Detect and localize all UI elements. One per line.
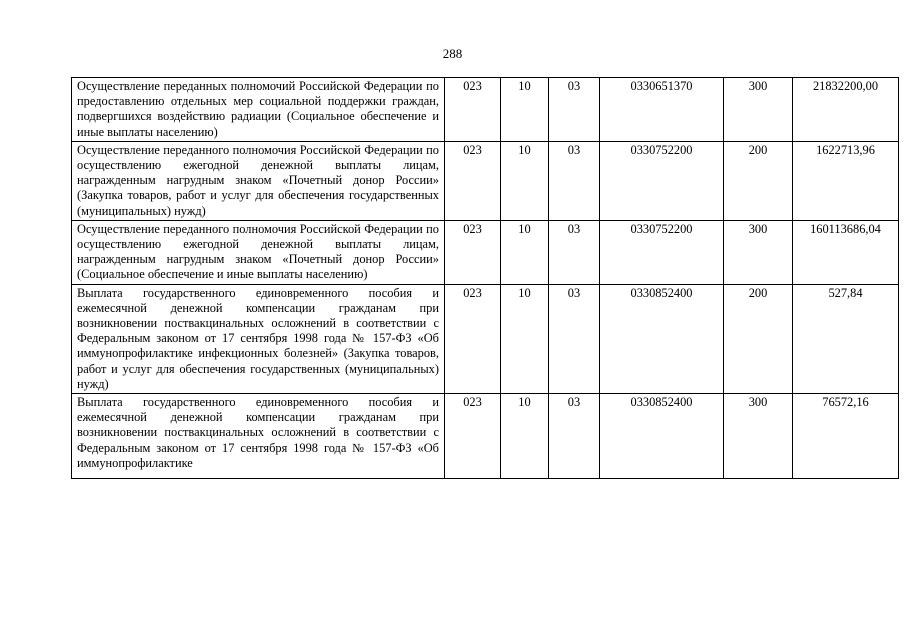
section-code: 10 bbox=[501, 141, 549, 220]
ministry-code: 023 bbox=[445, 220, 501, 284]
expense-type-code: 300 bbox=[724, 78, 793, 142]
row-description: Осуществление переданных полномочий Российской Федерации по предоставлению отдельных мер социальной поддержки граждан, подвергшихся воздействию радиации (Социальное обеспечение и иные выплаты населению) bbox=[72, 78, 445, 142]
row-description: Осуществление переданного полномочия Российской Федерации по осуществлению ежегодной денежной выплаты лицам, награжденным нагрудным знаком «Почетный донор России» (Социальное обеспечение и иные выплаты населению) bbox=[72, 220, 445, 284]
table-row bbox=[72, 78, 899, 142]
amount: 527,84 bbox=[793, 284, 899, 393]
amount: 76572,16 bbox=[793, 394, 899, 479]
table-row bbox=[72, 284, 899, 393]
row-description-cell bbox=[72, 394, 445, 479]
target-article-code: 0330752200 bbox=[600, 220, 724, 284]
subsection-code: 03 bbox=[549, 394, 600, 479]
expense-type-code: 200 bbox=[724, 141, 793, 220]
amount: 160113686,04 bbox=[793, 220, 899, 284]
expense-type-code: 300 bbox=[724, 220, 793, 284]
amount: 21832200,00 bbox=[793, 78, 899, 142]
ministry-code: 023 bbox=[445, 78, 501, 142]
target-article-code: 0330852400 bbox=[600, 394, 724, 479]
row-description: Осуществление переданного полномочия Российской Федерации по осуществлению ежегодной денежной выплаты лицам, награжденным нагрудным знаком «Почетный донор России» (Закупка товаров, работ и услуг для обеспечения государственных (муниципальных) нужд) bbox=[72, 141, 445, 220]
subsection-code: 03 bbox=[549, 284, 600, 393]
target-article-code: 0330651370 bbox=[600, 78, 724, 142]
subsection-code: 03 bbox=[549, 220, 600, 284]
row-description: Выплата государственного единовременного пособия и ежемесячной денежной компенсации гражданам при возникновении поствакцинальных осложнений в соответствии с Федеральным законом от 17 сентября 1998 года № 157-ФЗ «Об иммунопрофилактике инфекционных болезней» (Закупка товаров, работ и услуг для обеспечения государственных (муниципальных) нужд) bbox=[72, 284, 445, 393]
ministry-code: 023 bbox=[445, 141, 501, 220]
table-row bbox=[72, 394, 899, 479]
ministry-code: 023 bbox=[445, 284, 501, 393]
subsection-code: 03 bbox=[549, 78, 600, 142]
page-number: 288 bbox=[442, 46, 463, 61]
table-row bbox=[72, 220, 899, 284]
amount: 1622713,96 bbox=[793, 141, 899, 220]
table-row bbox=[72, 141, 899, 220]
subsection-code: 03 bbox=[549, 141, 600, 220]
expense-type-code: 200 bbox=[724, 284, 793, 393]
ministry-code: 023 bbox=[445, 394, 501, 479]
section-code: 10 bbox=[501, 220, 549, 284]
target-article-code: 0330752200 bbox=[600, 141, 724, 220]
budget-table bbox=[71, 77, 899, 479]
section-code: 10 bbox=[501, 394, 549, 479]
row-description: Выплата государственного единовременного пособия и ежемесячной денежной компенсации гражданам при возникновении поствакцинальных осложнений в соответствии с Федеральным законом от 17 сентября 1998 года № 157-ФЗ «Об иммунопрофилактике bbox=[77, 395, 439, 470]
target-article-code: 0330852400 bbox=[600, 284, 724, 393]
section-code: 10 bbox=[501, 284, 549, 393]
expense-type-code: 300 bbox=[724, 394, 793, 479]
section-code: 10 bbox=[501, 78, 549, 142]
